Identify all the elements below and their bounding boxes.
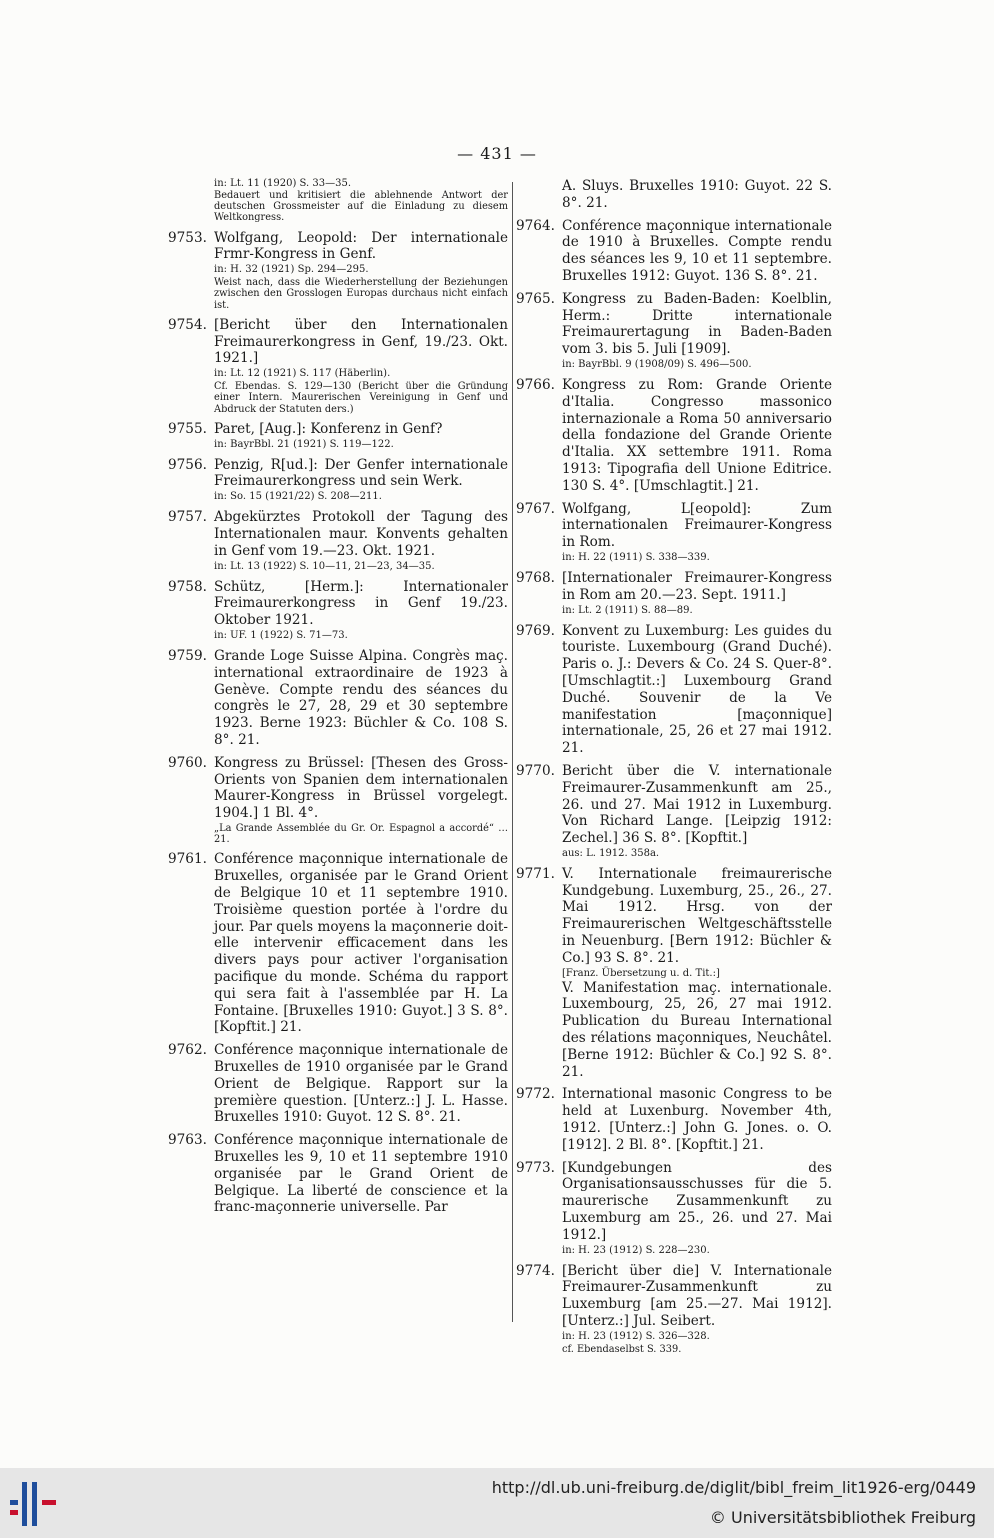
continuation-block <box>516 178 832 212</box>
entry-number: 9773. <box>516 1159 555 1176</box>
entry-text: [Bericht über den Internationalen Freimaurerkongress in Genf, 19./23. Okt. 1921.] <box>214 316 508 367</box>
entry-text: [Internationaler Freimaurer-Kongress in Rom am 20.—23. Sept. 1911.] <box>562 569 832 603</box>
entry-text: Kongress zu Baden-Baden: Koelblin, Herm.: Dritte internationale Freimaurertagung in Baden-Baden vom 3. bis 5. Juli [1909]. <box>562 290 832 358</box>
left-entries-list <box>168 230 508 1216</box>
entry-text: International masonic Congress to be held at Luxenburg. November 4th, 1912. [Unterz.:] John G. Jones. o. O. [1912]. 2 Bl. 8°. [Kopftit.] 21. <box>562 1086 832 1153</box>
footer-bar <box>0 1468 994 1538</box>
left-column <box>168 178 508 1222</box>
bibliography-entry <box>168 317 508 415</box>
entry-number: 9763. <box>168 1132 207 1149</box>
entry-number: 9766. <box>516 376 555 393</box>
reference-line: in: BayrBbl. 9 (1908/09) S. 496—500. <box>562 358 752 370</box>
right-entries-list <box>516 218 832 1355</box>
reference-line: in: H. 23 (1912) S. 326—328. <box>562 1330 710 1342</box>
entry-number: 9758. <box>168 578 207 595</box>
bibliography-entry <box>168 1042 508 1126</box>
entry-number: 9756. <box>168 456 207 473</box>
bibliography-entry <box>168 1132 508 1216</box>
entry-continuation-text: V. Manifestation maç. internationale. Luxembourg, 25, 26, 27 mai 1912. Publication du Bureau International des rélations maçonniques, Neuchâtel. [Berne 1912: Büchler & Co.] 92 S. 8°. 21. <box>562 979 832 1080</box>
bibliography-entry <box>516 763 832 860</box>
entry-text: Wolfgang, L[eopold]: Zum internationalen Freimaurer-Kongress in Rom. <box>562 500 832 551</box>
annotation-note: cf. Ebendaselbst S. 339. <box>562 1343 682 1355</box>
entry-number: 9762. <box>168 1042 207 1059</box>
bibliography-entry <box>168 755 508 846</box>
bibliography-entry <box>516 291 832 371</box>
entry-number: 9754. <box>168 316 207 333</box>
entry-text: Paret, [Aug.]: Konferenz in Genf? <box>214 420 443 437</box>
reference-line: [Franz. Übersetzung u. d. Tit.:] <box>562 967 720 979</box>
entry-text: Conférence maçonnique internationale de Bruxelles, organisée par le Grand Orient de Belgique 10 et 11 septembre 1910. Troisième question portée à l'ordre du jour. Par quels moyens la maçonnerie doit-elle intervenir efficacement dans les divers pays pour activer l'organisation pacifique du monde. Schéma du rapport qui sera fait à l'assemblée par H. La Fontaine. [Bruxelles 1910: Guyot.] 3 S. 8°. [Kopftit.] 21. <box>214 851 508 1036</box>
entry-number: 9772. <box>516 1086 555 1103</box>
reference-line: in: H. 32 (1921) Sp. 294—295. <box>214 264 369 276</box>
entry-text: Bericht über die V. internationale Freimaurer-Zusammenkunft am 25., 26. und 27. Mai 1912 in Luxemburg. Von Richard Lange. [Leipzig 1912: Zechel.] 36 S. 8°. [Kopftit.] <box>562 762 832 847</box>
bibliography-entry <box>516 1263 832 1355</box>
entry-text: Grande Loge Suisse Alpina. Congrès maç. international extraordinaire de 1923 à Genève. Compte rendu des séances du congrès le 27, 28, 29 et 30 septembre 1923. Berne 1923: Büchler & Co. 108 S. 8°. 21. <box>214 647 508 748</box>
annotation-note: Cf. Ebendas. S. 129—130 (Bericht über die Gründung einer Intern. Maurerischen Vereinigung in Genf und Abdruck der Statuten ders.) <box>214 381 508 415</box>
entry-number: 9770. <box>516 762 555 779</box>
bibliography-entry <box>168 230 508 311</box>
reference-line: in: Lt. 11 (1920) S. 33—35. <box>214 178 352 189</box>
continuation-text: A. Sluys. Bruxelles 1910: Guyot. 22 S. 8°. 21. <box>562 178 832 211</box>
bibliography-entry <box>168 509 508 572</box>
bibliography-entry <box>516 218 832 285</box>
entry-number: 9769. <box>516 622 555 639</box>
bibliography-entry <box>168 851 508 1036</box>
reference-line: in: H. 23 (1912) S. 228—230. <box>562 1244 710 1256</box>
entry-text: Kongress zu Brüssel: [Thesen des Gross-Orients von Spanien dem internationalen Maurer-Kongress in Brüssel vorgelegt. 1904.] 1 Bl. 4°. <box>214 754 508 822</box>
entry-text: Penzig, R[ud.]: Der Genfer internationale Freimaurerkongress und sein Werk. <box>214 456 508 490</box>
entry-text: Wolfgang, Leopold: Der internationale Frmr-Kongress in Genf. <box>214 229 508 263</box>
entry-number: 9755. <box>168 420 207 437</box>
bibliography-entry <box>168 579 508 642</box>
entry-text: Abgekürztes Protokoll der Tagung des Internationalen maur. Konvents gehalten in Genf vom 19.—23. Okt. 1921. <box>214 509 508 559</box>
entry-number: 9753. <box>168 229 207 246</box>
reference-line: in: Lt. 13 (1922) S. 10—11, 21—23, 34—35. <box>214 560 435 572</box>
entry-text: Conférence maçonnique internationale de 1910 à Bruxelles. Compte rendu des séances les 9, 10 et 11 septembre. Bruxelles 1912: Guyot. 136 S. 8°. 21. <box>562 217 832 284</box>
entry-number: 9760. <box>168 754 207 771</box>
entry-number: 9768. <box>516 569 555 586</box>
bibliography-entry <box>168 457 508 504</box>
bibliography-entry <box>516 570 832 617</box>
entry-number: 9771. <box>516 865 555 882</box>
bibliography-entry <box>168 648 508 749</box>
reference-line: in: BayrBbl. 21 (1921) S. 119—122. <box>214 438 394 450</box>
entry-text: Conférence maçonnique internationale de Bruxelles de 1910 organisée par le Grand Orient de Belgique. Rapport sur la première question. [Unterz.:] J. L. Hasse. Bruxelles 1910: Guyot. 12 S. 8°. 21. <box>214 1042 508 1126</box>
annotation-note: Bedauert und kritisiert die ablehnende Antwort der deutschen Grossmeister auf die Einladung zu diesem Weltkongress. <box>214 190 508 224</box>
bibliography-entry <box>516 1160 832 1257</box>
entry-number: 9761. <box>168 851 207 868</box>
reference-line: in: H. 22 (1911) S. 338—339. <box>562 551 710 563</box>
page-number: — 431 — <box>457 144 537 163</box>
bibliography-entry <box>516 1086 832 1153</box>
source-url-link[interactable]: http://dl.ub.uni-freiburg.de/diglit/bibl_freim_lit1926-erg/0449 <box>491 1478 976 1497</box>
column-divider <box>512 182 513 1322</box>
bibliography-entry <box>168 421 508 451</box>
ub-freiburg-logo-icon <box>10 1480 60 1528</box>
bibliography-entry <box>516 501 832 564</box>
entry-text: Kongress zu Rom: Grande Oriente d'Italia. Congresso massonico internazionale a Roma 50 anniversario della fondazione del Grande Oriente d'Italia. XX settembre 1911. Roma 1913: Tipografia dell Unione Editrice. 130 S. 4°. [Umschlagtit.] 21. <box>562 376 832 494</box>
entry-text: Conférence maçonnique internationale de Bruxelles les 9, 10 et 11 septembre 1910 organisée par le Grand Orient de Belgique. La liberté de conscience et la franc-maçonnerie universelle. Par <box>214 1132 508 1216</box>
reference-line: aus: L. 1912. 358a. <box>562 847 660 859</box>
reference-line: in: Lt. 12 (1921) S. 117 (Häberlin). <box>214 368 391 380</box>
entry-number: 9757. <box>168 509 207 526</box>
bibliography-entry <box>516 623 832 757</box>
entry-number: 9765. <box>516 290 555 307</box>
entry-number: 9764. <box>516 217 555 234</box>
right-column <box>516 178 832 1361</box>
entry-text: V. Internationale freimaurerische Kundgebung. Luxemburg, 25., 26., 27. Mai 1912. Hrsg. von der Freimaurerischen Weltgeschäftsstelle in Neuenburg. [Bern 1912: Büchler & Co.] 93 S. 8°. 21. <box>562 865 832 966</box>
reference-line: in: Lt. 2 (1911) S. 88—89. <box>562 604 693 616</box>
entry-number: 9774. <box>516 1262 555 1279</box>
bibliography-entry <box>516 866 832 1081</box>
annotation-note: „La Grande Assemblée du Gr. Or. Espagnol a accordé“ … 21. <box>214 822 508 846</box>
continuation-block <box>168 178 508 224</box>
entry-text: Konvent zu Luxemburg: Les guides du touriste. Luxembourg (Grand Duché). Paris o. J.: Devers & Co. 24 S. Quer-8°. [Umschlagtit.:] Luxembourg Grand Duché. Souvenir de la Ve manifestation [maçonnique] internationale, 25, 26 et 27 mai 1912. 21. <box>562 622 832 757</box>
entry-text: Schütz, [Herm.]: Internationaler Freimaurerkongress in Genf 19./23. Oktober 1921. <box>214 578 508 629</box>
bibliography-entry <box>516 377 832 495</box>
entry-number: 9759. <box>168 647 207 664</box>
annotation-note: Weist nach, dass die Wiederherstellung der Beziehungen zwischen den Grosslogen Europas durchaus nicht einfach ist. <box>214 277 508 311</box>
entry-number: 9767. <box>516 500 555 517</box>
entry-text: [Bericht über die] V. Internationale Freimaurer-Zusammenkunft zu Luxemburg [am 25.—27. Mai 1912]. [Unterz.:] Jul. Seibert. <box>562 1262 832 1330</box>
entry-text: [Kundgebungen des Organisationsausschusses für die 5. maurerische Zusammenkunft zu Luxemburg am 25., 26. und 27. Mai 1912.] <box>562 1159 832 1243</box>
reference-line: in: UF. 1 (1922) S. 71—73. <box>214 629 348 641</box>
copyright-text: © Universitätsbibliothek Freiburg <box>709 1508 976 1527</box>
reference-line: in: So. 15 (1921/22) S. 208—211. <box>214 491 382 503</box>
